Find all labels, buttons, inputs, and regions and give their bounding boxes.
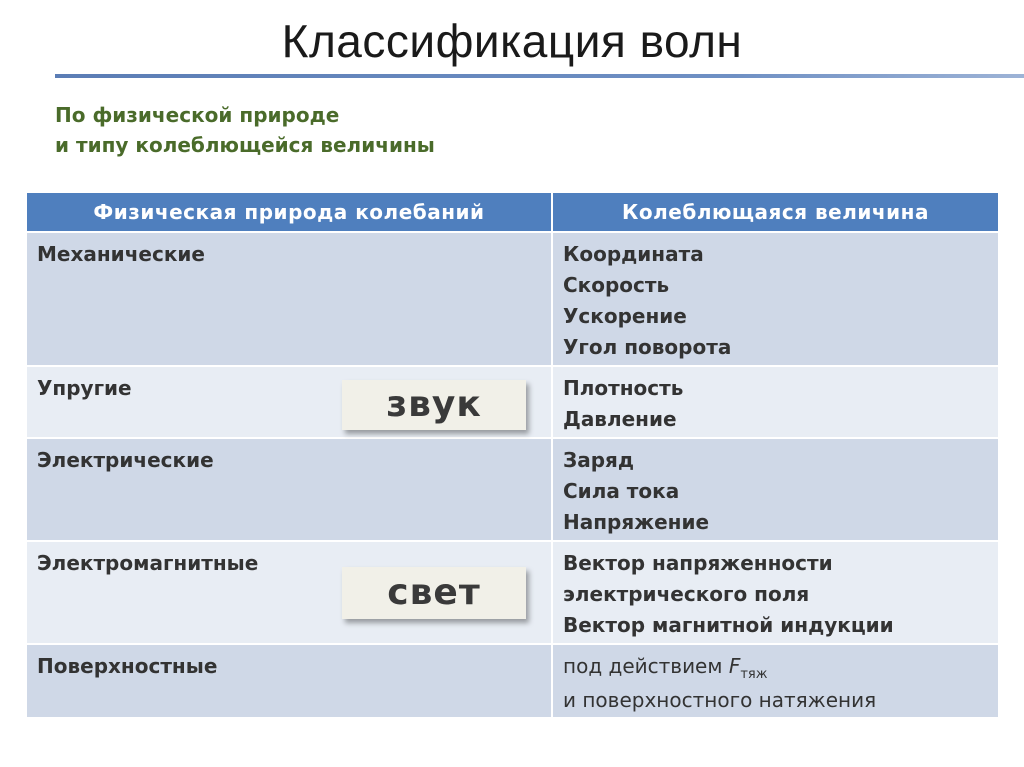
force-subscript: тяж bbox=[740, 667, 768, 682]
quantity-item: Ускорение bbox=[563, 304, 687, 328]
cell-nature: Электрические bbox=[27, 438, 552, 541]
table-header-row bbox=[27, 193, 998, 232]
quantity-item: и поверхностного натяжения bbox=[563, 688, 877, 712]
quantity-item: Угол поворота bbox=[563, 335, 732, 359]
cell-quantities bbox=[552, 232, 998, 366]
cell-nature: Упругие bbox=[27, 366, 552, 438]
quantity-item: Скорость bbox=[563, 273, 670, 297]
quantity-item: Напряжение bbox=[563, 510, 710, 534]
table-row bbox=[27, 232, 998, 366]
cell-quantities bbox=[552, 438, 998, 541]
force-prefix: под действием bbox=[563, 654, 729, 678]
cell-nature: Механические bbox=[27, 232, 552, 366]
quantity-item: Координата bbox=[563, 242, 704, 266]
header-physical-nature: Физическая природа колебаний bbox=[27, 193, 552, 232]
slide-subtitle bbox=[55, 100, 435, 160]
light-badge: свет bbox=[342, 567, 526, 619]
cell-nature: Электромагнитные bbox=[27, 541, 552, 644]
subtitle-line-2: и типу колеблющейся величины bbox=[55, 133, 435, 157]
title-underline bbox=[55, 74, 1024, 78]
subtitle-line-1: По физической природе bbox=[55, 103, 340, 127]
quantity-item: Заряд bbox=[563, 448, 635, 472]
header-oscillating-quantity: Колеблющаяся величина bbox=[552, 193, 998, 232]
cell-quantities bbox=[552, 541, 998, 644]
table-row bbox=[27, 644, 998, 717]
table-row bbox=[27, 438, 998, 541]
cell-nature: Поверхностные bbox=[27, 644, 552, 717]
cell-quantities bbox=[552, 644, 998, 717]
quantity-item: Вектор напряженности bbox=[563, 551, 833, 575]
cell-quantities bbox=[552, 366, 998, 438]
sound-badge: звук bbox=[342, 380, 526, 430]
slide-title: Классификация волн bbox=[281, 15, 743, 67]
quantity-item: Вектор магнитной индукции bbox=[563, 613, 894, 637]
force-symbol: F bbox=[728, 654, 741, 678]
wave-classification-table bbox=[27, 193, 998, 717]
quantity-item: Сила тока bbox=[563, 479, 680, 503]
quantity-item: Плотность bbox=[563, 376, 684, 400]
quantity-item bbox=[563, 651, 988, 685]
quantity-item: Давление bbox=[563, 407, 677, 431]
quantity-item: электрического поля bbox=[563, 582, 810, 606]
